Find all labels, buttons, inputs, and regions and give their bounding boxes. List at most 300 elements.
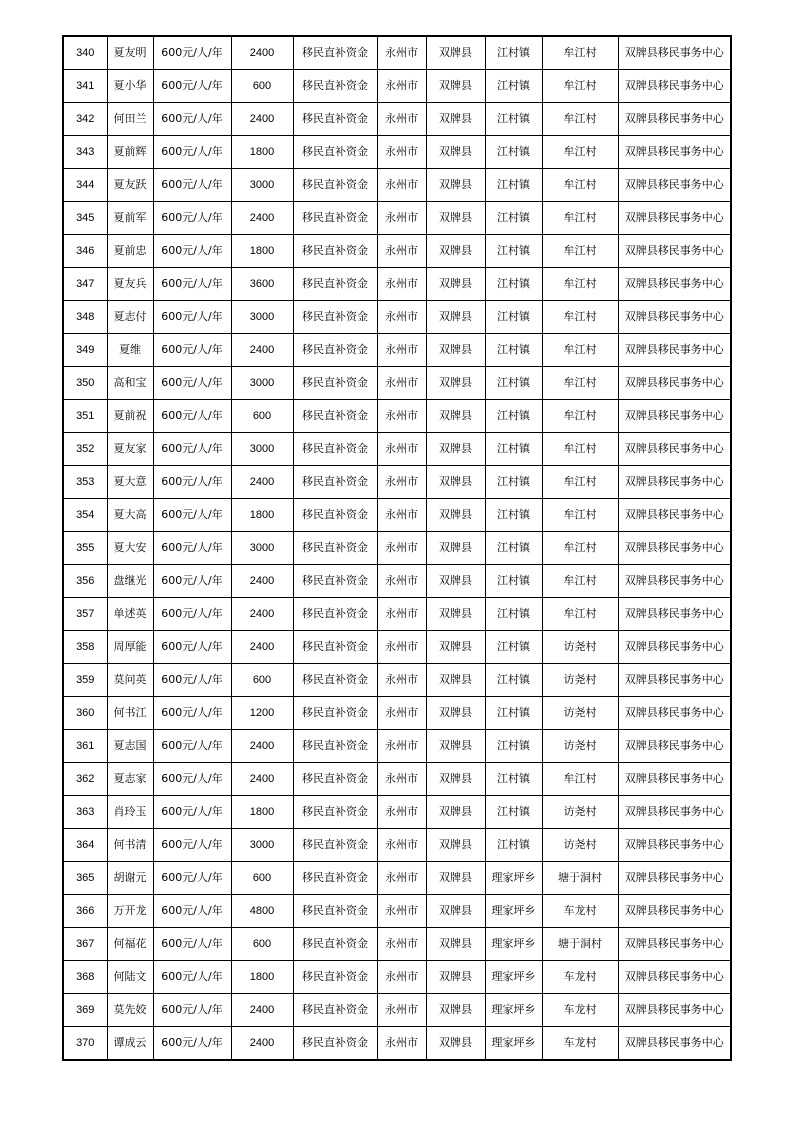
village-cell: 塘于洞村 — [542, 862, 618, 895]
name-cell: 夏大意 — [107, 466, 153, 499]
row-number-cell: 363 — [63, 796, 107, 829]
town-cell: 江村镇 — [485, 598, 542, 631]
standard-cell: 600元/人/年 — [153, 1027, 231, 1061]
amount-cell: 1800 — [231, 961, 293, 994]
fund-type-cell: 移民直补资金 — [293, 565, 377, 598]
row-number-cell: 361 — [63, 730, 107, 763]
town-cell: 理家坪乡 — [485, 862, 542, 895]
row-number-cell: 365 — [63, 862, 107, 895]
town-cell: 江村镇 — [485, 433, 542, 466]
city-cell: 永州市 — [377, 268, 426, 301]
county-cell: 双牌县 — [426, 169, 485, 202]
row-number-cell: 340 — [63, 36, 107, 70]
village-cell: 牟江村 — [542, 202, 618, 235]
row-number-cell: 342 — [63, 103, 107, 136]
name-cell: 何田兰 — [107, 103, 153, 136]
county-cell: 双牌县 — [426, 565, 485, 598]
town-cell: 江村镇 — [485, 466, 542, 499]
table-row — [63, 598, 731, 631]
fund-type-cell: 移民直补资金 — [293, 103, 377, 136]
amount-cell: 2400 — [231, 466, 293, 499]
standard-cell: 600元/人/年 — [153, 697, 231, 730]
fund-type-cell: 移民直补资金 — [293, 532, 377, 565]
county-cell: 双牌县 — [426, 36, 485, 70]
name-cell: 夏前军 — [107, 202, 153, 235]
row-number-cell: 367 — [63, 928, 107, 961]
table-row — [63, 499, 731, 532]
name-cell: 夏友跃 — [107, 169, 153, 202]
amount-cell: 3000 — [231, 169, 293, 202]
fund-type-cell: 移民直补资金 — [293, 301, 377, 334]
fund-type-cell: 移民直补资金 — [293, 598, 377, 631]
row-number-cell: 364 — [63, 829, 107, 862]
fund-type-cell: 移民直补资金 — [293, 202, 377, 235]
amount-cell: 3000 — [231, 532, 293, 565]
name-cell: 夏维 — [107, 334, 153, 367]
agency-cell: 双牌县移民事务中心 — [618, 565, 731, 598]
agency-cell: 双牌县移民事务中心 — [618, 961, 731, 994]
row-number-cell: 357 — [63, 598, 107, 631]
county-cell: 双牌县 — [426, 796, 485, 829]
table-row — [63, 103, 731, 136]
city-cell: 永州市 — [377, 1027, 426, 1061]
agency-cell: 双牌县移民事务中心 — [618, 136, 731, 169]
village-cell: 车龙村 — [542, 961, 618, 994]
row-number-cell: 349 — [63, 334, 107, 367]
row-number-cell: 344 — [63, 169, 107, 202]
row-number-cell: 359 — [63, 664, 107, 697]
amount-cell: 3000 — [231, 829, 293, 862]
amount-cell: 600 — [231, 928, 293, 961]
name-cell: 肖玲玉 — [107, 796, 153, 829]
fund-type-cell: 移民直补资金 — [293, 664, 377, 697]
row-number-cell: 346 — [63, 235, 107, 268]
standard-cell: 600元/人/年 — [153, 235, 231, 268]
name-cell: 夏友家 — [107, 433, 153, 466]
amount-cell: 4800 — [231, 895, 293, 928]
table-row — [63, 994, 731, 1027]
fund-type-cell: 移民直补资金 — [293, 796, 377, 829]
agency-cell: 双牌县移民事务中心 — [618, 895, 731, 928]
amount-cell: 3600 — [231, 268, 293, 301]
county-cell: 双牌县 — [426, 994, 485, 1027]
agency-cell: 双牌县移民事务中心 — [618, 334, 731, 367]
table-row — [63, 730, 731, 763]
fund-type-cell: 移民直补资金 — [293, 235, 377, 268]
agency-cell: 双牌县移民事务中心 — [618, 70, 731, 103]
fund-type-cell: 移民直补资金 — [293, 961, 377, 994]
village-cell: 牟江村 — [542, 103, 618, 136]
name-cell: 夏友兵 — [107, 268, 153, 301]
row-number-cell: 369 — [63, 994, 107, 1027]
standard-cell: 600元/人/年 — [153, 334, 231, 367]
standard-cell: 600元/人/年 — [153, 103, 231, 136]
village-cell: 访尧村 — [542, 829, 618, 862]
amount-cell: 600 — [231, 400, 293, 433]
village-cell: 牟江村 — [542, 763, 618, 796]
name-cell: 夏小华 — [107, 70, 153, 103]
village-cell: 牟江村 — [542, 169, 618, 202]
amount-cell: 2400 — [231, 36, 293, 70]
town-cell: 理家坪乡 — [485, 928, 542, 961]
town-cell: 江村镇 — [485, 268, 542, 301]
name-cell: 何书江 — [107, 697, 153, 730]
name-cell: 何陆文 — [107, 961, 153, 994]
name-cell: 万开龙 — [107, 895, 153, 928]
standard-cell: 600元/人/年 — [153, 730, 231, 763]
town-cell: 江村镇 — [485, 103, 542, 136]
table-row — [63, 433, 731, 466]
amount-cell: 2400 — [231, 763, 293, 796]
name-cell: 胡谢元 — [107, 862, 153, 895]
standard-cell: 600元/人/年 — [153, 763, 231, 796]
table-row — [63, 532, 731, 565]
table-row — [63, 70, 731, 103]
table-row — [63, 268, 731, 301]
city-cell: 永州市 — [377, 862, 426, 895]
amount-cell: 3000 — [231, 433, 293, 466]
town-cell: 理家坪乡 — [485, 1027, 542, 1061]
village-cell: 牟江村 — [542, 367, 618, 400]
standard-cell: 600元/人/年 — [153, 862, 231, 895]
amount-cell: 2400 — [231, 1027, 293, 1061]
table-row — [63, 763, 731, 796]
county-cell: 双牌县 — [426, 466, 485, 499]
city-cell: 永州市 — [377, 235, 426, 268]
standard-cell: 600元/人/年 — [153, 499, 231, 532]
county-cell: 双牌县 — [426, 1027, 485, 1061]
city-cell: 永州市 — [377, 334, 426, 367]
town-cell: 江村镇 — [485, 697, 542, 730]
county-cell: 双牌县 — [426, 895, 485, 928]
standard-cell: 600元/人/年 — [153, 268, 231, 301]
standard-cell: 600元/人/年 — [153, 664, 231, 697]
city-cell: 永州市 — [377, 532, 426, 565]
row-number-cell: 347 — [63, 268, 107, 301]
name-cell: 谭成云 — [107, 1027, 153, 1061]
amount-cell: 2400 — [231, 334, 293, 367]
amount-cell: 2400 — [231, 730, 293, 763]
agency-cell: 双牌县移民事务中心 — [618, 301, 731, 334]
amount-cell: 1800 — [231, 136, 293, 169]
agency-cell: 双牌县移民事务中心 — [618, 36, 731, 70]
standard-cell: 600元/人/年 — [153, 36, 231, 70]
fund-type-cell: 移民直补资金 — [293, 433, 377, 466]
village-cell: 牟江村 — [542, 466, 618, 499]
agency-cell: 双牌县移民事务中心 — [618, 400, 731, 433]
agency-cell: 双牌县移民事务中心 — [618, 367, 731, 400]
fund-type-cell: 移民直补资金 — [293, 70, 377, 103]
row-number-cell: 368 — [63, 961, 107, 994]
county-cell: 双牌县 — [426, 928, 485, 961]
town-cell: 江村镇 — [485, 301, 542, 334]
row-number-cell: 360 — [63, 697, 107, 730]
table-row — [63, 400, 731, 433]
agency-cell: 双牌县移民事务中心 — [618, 697, 731, 730]
county-cell: 双牌县 — [426, 862, 485, 895]
town-cell: 江村镇 — [485, 565, 542, 598]
village-cell: 牟江村 — [542, 565, 618, 598]
amount-cell: 2400 — [231, 631, 293, 664]
table-row — [63, 796, 731, 829]
subsidy-table-container — [62, 35, 730, 1061]
name-cell: 夏大高 — [107, 499, 153, 532]
town-cell: 江村镇 — [485, 796, 542, 829]
standard-cell: 600元/人/年 — [153, 895, 231, 928]
name-cell: 莫问英 — [107, 664, 153, 697]
county-cell: 双牌县 — [426, 532, 485, 565]
city-cell: 永州市 — [377, 994, 426, 1027]
village-cell: 访尧村 — [542, 631, 618, 664]
village-cell: 车龙村 — [542, 895, 618, 928]
county-cell: 双牌县 — [426, 400, 485, 433]
agency-cell: 双牌县移民事务中心 — [618, 730, 731, 763]
village-cell: 访尧村 — [542, 697, 618, 730]
fund-type-cell: 移民直补资金 — [293, 466, 377, 499]
row-number-cell: 355 — [63, 532, 107, 565]
row-number-cell: 366 — [63, 895, 107, 928]
village-cell: 访尧村 — [542, 664, 618, 697]
standard-cell: 600元/人/年 — [153, 367, 231, 400]
village-cell: 访尧村 — [542, 730, 618, 763]
name-cell: 莫先姣 — [107, 994, 153, 1027]
town-cell: 江村镇 — [485, 202, 542, 235]
town-cell: 江村镇 — [485, 169, 542, 202]
standard-cell: 600元/人/年 — [153, 466, 231, 499]
county-cell: 双牌县 — [426, 367, 485, 400]
standard-cell: 600元/人/年 — [153, 301, 231, 334]
agency-cell: 双牌县移民事务中心 — [618, 664, 731, 697]
county-cell: 双牌县 — [426, 598, 485, 631]
county-cell: 双牌县 — [426, 136, 485, 169]
village-cell: 牟江村 — [542, 499, 618, 532]
village-cell: 牟江村 — [542, 301, 618, 334]
amount-cell: 1800 — [231, 796, 293, 829]
town-cell: 江村镇 — [485, 499, 542, 532]
standard-cell: 600元/人/年 — [153, 169, 231, 202]
city-cell: 永州市 — [377, 301, 426, 334]
city-cell: 永州市 — [377, 796, 426, 829]
fund-type-cell: 移民直补资金 — [293, 862, 377, 895]
standard-cell: 600元/人/年 — [153, 400, 231, 433]
city-cell: 永州市 — [377, 36, 426, 70]
row-number-cell: 354 — [63, 499, 107, 532]
standard-cell: 600元/人/年 — [153, 994, 231, 1027]
town-cell: 江村镇 — [485, 367, 542, 400]
agency-cell: 双牌县移民事务中心 — [618, 862, 731, 895]
county-cell: 双牌县 — [426, 829, 485, 862]
table-row — [63, 202, 731, 235]
row-number-cell: 350 — [63, 367, 107, 400]
agency-cell: 双牌县移民事务中心 — [618, 169, 731, 202]
city-cell: 永州市 — [377, 697, 426, 730]
city-cell: 永州市 — [377, 202, 426, 235]
city-cell: 永州市 — [377, 400, 426, 433]
village-cell: 牟江村 — [542, 598, 618, 631]
city-cell: 永州市 — [377, 895, 426, 928]
town-cell: 江村镇 — [485, 829, 542, 862]
agency-cell: 双牌县移民事务中心 — [618, 433, 731, 466]
table-row — [63, 136, 731, 169]
city-cell: 永州市 — [377, 763, 426, 796]
amount-cell: 600 — [231, 862, 293, 895]
town-cell: 江村镇 — [485, 36, 542, 70]
city-cell: 永州市 — [377, 829, 426, 862]
county-cell: 双牌县 — [426, 664, 485, 697]
table-row — [63, 334, 731, 367]
county-cell: 双牌县 — [426, 103, 485, 136]
row-number-cell: 356 — [63, 565, 107, 598]
village-cell: 访尧村 — [542, 796, 618, 829]
village-cell: 牟江村 — [542, 235, 618, 268]
table-row — [63, 961, 731, 994]
village-cell: 牟江村 — [542, 433, 618, 466]
amount-cell: 1200 — [231, 697, 293, 730]
city-cell: 永州市 — [377, 565, 426, 598]
standard-cell: 600元/人/年 — [153, 532, 231, 565]
town-cell: 江村镇 — [485, 532, 542, 565]
county-cell: 双牌县 — [426, 70, 485, 103]
agency-cell: 双牌县移民事务中心 — [618, 103, 731, 136]
table-row — [63, 367, 731, 400]
agency-cell: 双牌县移民事务中心 — [618, 928, 731, 961]
amount-cell: 3000 — [231, 367, 293, 400]
amount-cell: 2400 — [231, 598, 293, 631]
row-number-cell: 341 — [63, 70, 107, 103]
agency-cell: 双牌县移民事务中心 — [618, 631, 731, 664]
subsidy-table — [62, 35, 732, 1061]
village-cell: 牟江村 — [542, 334, 618, 367]
county-cell: 双牌县 — [426, 433, 485, 466]
table-row — [63, 631, 731, 664]
name-cell: 盘继光 — [107, 565, 153, 598]
agency-cell: 双牌县移民事务中心 — [618, 532, 731, 565]
town-cell: 江村镇 — [485, 763, 542, 796]
name-cell: 何福花 — [107, 928, 153, 961]
town-cell: 江村镇 — [485, 730, 542, 763]
agency-cell: 双牌县移民事务中心 — [618, 235, 731, 268]
standard-cell: 600元/人/年 — [153, 565, 231, 598]
standard-cell: 600元/人/年 — [153, 433, 231, 466]
standard-cell: 600元/人/年 — [153, 796, 231, 829]
village-cell: 车龙村 — [542, 994, 618, 1027]
county-cell: 双牌县 — [426, 499, 485, 532]
village-cell: 牟江村 — [542, 400, 618, 433]
standard-cell: 600元/人/年 — [153, 598, 231, 631]
agency-cell: 双牌县移民事务中心 — [618, 499, 731, 532]
village-cell: 牟江村 — [542, 36, 618, 70]
agency-cell: 双牌县移民事务中心 — [618, 268, 731, 301]
table-body — [63, 36, 731, 1060]
village-cell: 车龙村 — [542, 1027, 618, 1061]
fund-type-cell: 移民直补资金 — [293, 36, 377, 70]
amount-cell: 1800 — [231, 235, 293, 268]
table-row — [63, 1027, 731, 1061]
agency-cell: 双牌县移民事务中心 — [618, 598, 731, 631]
city-cell: 永州市 — [377, 466, 426, 499]
table-row — [63, 862, 731, 895]
fund-type-cell: 移民直补资金 — [293, 136, 377, 169]
village-cell: 塘于洞村 — [542, 928, 618, 961]
name-cell: 何书清 — [107, 829, 153, 862]
town-cell: 江村镇 — [485, 631, 542, 664]
table-row — [63, 664, 731, 697]
village-cell: 牟江村 — [542, 268, 618, 301]
town-cell: 江村镇 — [485, 70, 542, 103]
city-cell: 永州市 — [377, 664, 426, 697]
town-cell: 理家坪乡 — [485, 895, 542, 928]
county-cell: 双牌县 — [426, 763, 485, 796]
village-cell: 牟江村 — [542, 532, 618, 565]
agency-cell: 双牌县移民事务中心 — [618, 763, 731, 796]
city-cell: 永州市 — [377, 928, 426, 961]
fund-type-cell: 移民直补资金 — [293, 367, 377, 400]
town-cell: 江村镇 — [485, 664, 542, 697]
name-cell: 夏志付 — [107, 301, 153, 334]
amount-cell: 3000 — [231, 301, 293, 334]
agency-cell: 双牌县移民事务中心 — [618, 796, 731, 829]
row-number-cell: 362 — [63, 763, 107, 796]
village-cell: 牟江村 — [542, 136, 618, 169]
row-number-cell: 370 — [63, 1027, 107, 1061]
row-number-cell: 348 — [63, 301, 107, 334]
name-cell: 夏前祝 — [107, 400, 153, 433]
town-cell: 江村镇 — [485, 400, 542, 433]
table-row — [63, 301, 731, 334]
amount-cell: 2400 — [231, 565, 293, 598]
table-row — [63, 466, 731, 499]
row-number-cell: 343 — [63, 136, 107, 169]
city-cell: 永州市 — [377, 499, 426, 532]
fund-type-cell: 移民直补资金 — [293, 994, 377, 1027]
name-cell: 周厚能 — [107, 631, 153, 664]
fund-type-cell: 移民直补资金 — [293, 730, 377, 763]
town-cell: 江村镇 — [485, 334, 542, 367]
city-cell: 永州市 — [377, 730, 426, 763]
county-cell: 双牌县 — [426, 202, 485, 235]
amount-cell: 2400 — [231, 103, 293, 136]
standard-cell: 600元/人/年 — [153, 202, 231, 235]
standard-cell: 600元/人/年 — [153, 961, 231, 994]
village-cell: 牟江村 — [542, 70, 618, 103]
fund-type-cell: 移民直补资金 — [293, 169, 377, 202]
name-cell: 夏前辉 — [107, 136, 153, 169]
town-cell: 江村镇 — [485, 136, 542, 169]
agency-cell: 双牌县移民事务中心 — [618, 1027, 731, 1061]
row-number-cell: 351 — [63, 400, 107, 433]
fund-type-cell: 移民直补资金 — [293, 631, 377, 664]
fund-type-cell: 移民直补资金 — [293, 499, 377, 532]
amount-cell: 2400 — [231, 994, 293, 1027]
county-cell: 双牌县 — [426, 268, 485, 301]
city-cell: 永州市 — [377, 961, 426, 994]
fund-type-cell: 移民直补资金 — [293, 697, 377, 730]
county-cell: 双牌县 — [426, 961, 485, 994]
fund-type-cell: 移民直补资金 — [293, 928, 377, 961]
city-cell: 永州市 — [377, 631, 426, 664]
fund-type-cell: 移民直补资金 — [293, 763, 377, 796]
agency-cell: 双牌县移民事务中心 — [618, 994, 731, 1027]
city-cell: 永州市 — [377, 136, 426, 169]
table-row — [63, 36, 731, 70]
county-cell: 双牌县 — [426, 235, 485, 268]
county-cell: 双牌县 — [426, 301, 485, 334]
county-cell: 双牌县 — [426, 730, 485, 763]
name-cell: 夏前忠 — [107, 235, 153, 268]
name-cell: 高和宝 — [107, 367, 153, 400]
amount-cell: 1800 — [231, 499, 293, 532]
amount-cell: 600 — [231, 664, 293, 697]
